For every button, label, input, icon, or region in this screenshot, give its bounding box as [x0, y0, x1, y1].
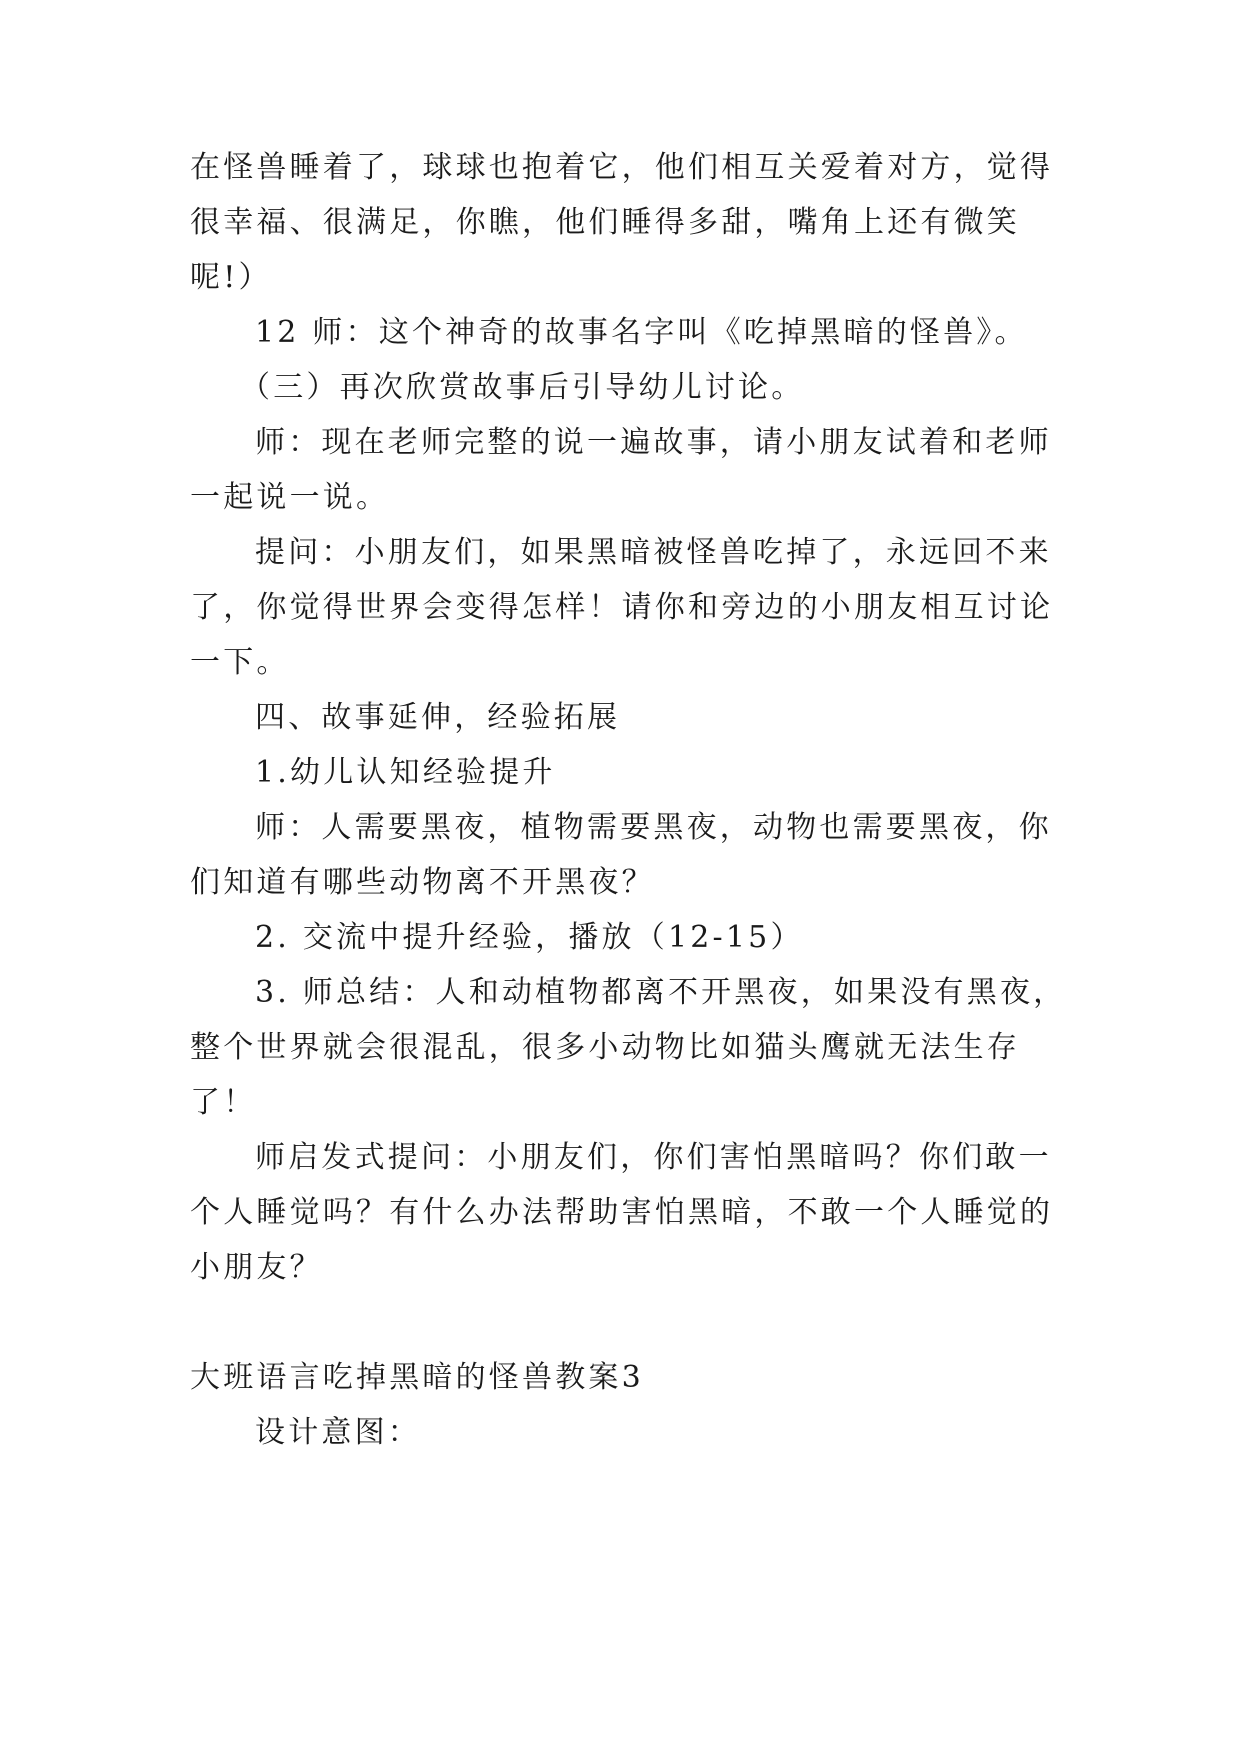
section-heading: 设计意图：	[255, 1415, 421, 1450]
document-title: 大班语言吃掉黑暗的怪兽教案3	[190, 1360, 644, 1395]
text-line: 们知道有哪些动物离不开黑夜？	[190, 865, 655, 900]
text-line: 12 师：这个神奇的故事名字叫《吃掉黑暗的怪兽》。	[255, 315, 1028, 350]
text-line: 一起说一说。	[190, 480, 390, 515]
list-item: 1.幼儿认知经验提升	[255, 755, 556, 790]
section-heading: 四、故事延伸，经验拓展	[255, 700, 621, 735]
text-line: 师启发式提问：小朋友们，你们害怕黑暗吗？你们敢一	[255, 1140, 1052, 1175]
text-line: 了！	[190, 1085, 257, 1120]
text-line: 师：现在老师完整的说一遍故事，请小朋友试着和老师	[255, 425, 1052, 460]
text-line: 一下。	[190, 645, 290, 680]
list-item: 2. 交流中提升经验，播放（12-15）	[255, 920, 804, 955]
text-line: 很幸福、很满足，你瞧，他们睡得多甜，嘴角上还有微笑	[190, 205, 1020, 240]
text-line: 在怪兽睡着了，球球也抱着它，他们相互关爱着对方，觉得	[190, 150, 1054, 185]
text-line: 呢!）	[190, 260, 272, 295]
section-heading: （三）再次欣赏故事后引导幼儿讨论。	[240, 370, 805, 405]
text-line: 了，你觉得世界会变得怎样！请你和旁边的小朋友相互讨论	[190, 590, 1054, 625]
text-line: 师：人需要黑夜，植物需要黑夜，动物也需要黑夜，你	[255, 810, 1052, 845]
text-line: 小朋友？	[190, 1250, 323, 1285]
text-line: 提问：小朋友们，如果黑暗被怪兽吃掉了，永远回不来	[255, 535, 1052, 570]
text-line: 个人睡觉吗？有什么办法帮助害怕黑暗，不敢一个人睡觉的	[190, 1195, 1054, 1230]
list-item: 3. 师总结：人和动植物都离不开黑夜，如果没有黑夜，	[255, 975, 1067, 1010]
text-line: 整个世界就会很混乱，很多小动物比如猫头鹰就无法生存	[190, 1030, 1020, 1065]
